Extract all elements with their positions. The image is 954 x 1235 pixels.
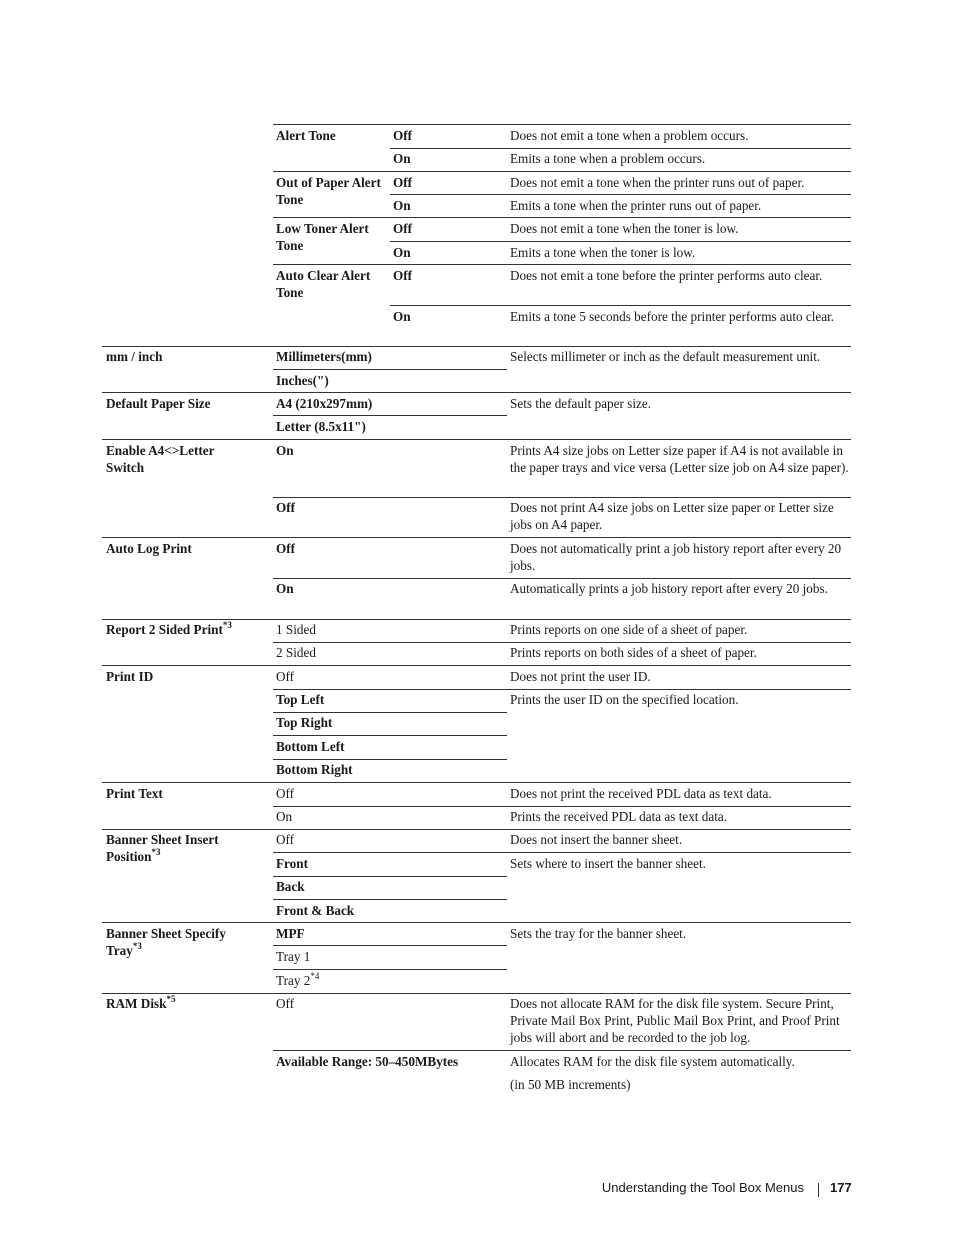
setting-label-banner-tray-line2	[106, 942, 142, 961]
option-1-sided: 1 Sided	[276, 622, 316, 637]
option-inches: Inches(")	[276, 373, 329, 388]
row-rule	[102, 829, 851, 830]
setting-label-banner-tray-line1: Banner Sheet Specify	[106, 926, 226, 941]
option-text: Tray 2	[276, 973, 311, 988]
label-text: Tray	[106, 943, 133, 958]
row-rule	[390, 305, 851, 306]
row-rule	[273, 945, 507, 946]
setting-label-out-of-paper-line1: Out of Paper Alert	[276, 175, 381, 190]
setting-label-ram-disk	[106, 995, 175, 1014]
row-rule	[273, 217, 851, 218]
footnote-marker: *5	[166, 994, 176, 1004]
setting-label-banner-insert-line2	[106, 848, 160, 867]
row-rule	[273, 712, 507, 713]
option-description: Does not print the received PDL data as text data.	[510, 786, 772, 801]
option-a4: A4 (210x297mm)	[276, 396, 373, 411]
option-2-sided: 2 Sided	[276, 645, 316, 660]
option-mpf: MPF	[276, 926, 305, 941]
row-rule	[273, 969, 507, 970]
option-front: Front	[276, 856, 308, 871]
setting-label-print-text: Print Text	[106, 786, 163, 801]
row-rule	[273, 852, 851, 853]
footnote-marker: *3	[151, 847, 161, 857]
row-rule	[273, 171, 851, 172]
option-front-and-back: Front & Back	[276, 903, 355, 918]
option-off: Off	[393, 268, 413, 283]
row-rule	[102, 439, 851, 440]
table-top-rule	[273, 124, 851, 125]
option-description: Does not emit a tone when a problem occurs.	[510, 128, 749, 143]
setting-label-auto-clear-line1: Auto Clear Alert	[276, 268, 371, 283]
setting-label-alert-tone: Alert Tone	[276, 128, 336, 143]
footer-separator	[818, 1183, 819, 1197]
option-description: Automatically prints a job history report after every 20 jobs.	[510, 581, 828, 596]
row-rule	[102, 993, 851, 994]
label-text: Position	[106, 849, 152, 864]
label-text: Report 2 Sided Print	[106, 622, 223, 637]
row-rule	[102, 537, 851, 538]
option-tray-2	[276, 972, 319, 991]
option-tray-1: Tray 1	[276, 949, 311, 964]
row-rule	[390, 241, 851, 242]
option-off: Off	[393, 221, 413, 236]
option-description: Does not print the user ID.	[510, 669, 651, 684]
option-description: Emits a tone when the printer runs out of paper.	[510, 198, 762, 213]
setting-label-auto-log-print: Auto Log Print	[106, 541, 192, 556]
option-on: On	[276, 581, 294, 596]
footer-title: Understanding the Tool Box Menus	[601, 1180, 804, 1195]
option-description: Prints reports on both sides of a sheet of paper.	[510, 645, 757, 660]
option-description: Does not allocate RAM for the disk file system. Secure Print, Private Mail Box Print, Public Mail Box Print, and Proof Print jobs will abort and be recorded to the job log.	[510, 996, 840, 1045]
setting-label-mm-inch: mm / inch	[106, 349, 163, 364]
row-rule	[102, 346, 851, 347]
setting-label-out-of-paper-line2: Tone	[276, 192, 304, 207]
option-description: Sets the tray for the banner sheet.	[510, 926, 687, 941]
row-rule	[273, 899, 507, 900]
option-bottom-left: Bottom Left	[276, 739, 345, 754]
row-rule	[273, 876, 507, 877]
option-description: Emits a tone 5 seconds before the printer performs auto clear.	[510, 309, 835, 324]
row-rule	[102, 665, 851, 666]
option-millimeters: Millimeters(mm)	[276, 349, 372, 364]
option-off: Off	[393, 175, 413, 190]
option-description: Does not print A4 size jobs on Letter size paper or Letter size jobs on A4 paper.	[510, 500, 834, 532]
option-description: Prints reports on one side of a sheet of paper.	[510, 622, 748, 637]
option-description: Does not automatically print a job history report after every 20 jobs.	[510, 541, 842, 573]
option-on: On	[393, 245, 411, 260]
option-description: Does not emit a tone when the toner is low.	[510, 221, 739, 236]
row-rule	[273, 689, 851, 690]
setting-label-print-id: Print ID	[106, 669, 154, 684]
option-description: Does not emit a tone when the printer runs out of paper.	[510, 175, 805, 190]
option-description: Sets where to insert the banner sheet.	[510, 856, 706, 871]
row-rule	[273, 578, 851, 579]
row-rule	[390, 194, 851, 195]
setting-label-banner-insert-line1: Banner Sheet Insert	[106, 832, 219, 847]
option-description: Prints the user ID on the specified location.	[510, 692, 739, 707]
option-on: On	[393, 198, 411, 213]
row-rule	[273, 759, 507, 760]
option-off: Off	[276, 786, 295, 801]
row-rule	[102, 782, 851, 783]
option-description: Selects millimeter or inch as the default measurement unit.	[510, 349, 821, 364]
option-description: Emits a tone when the toner is low.	[510, 245, 696, 260]
option-off: Off	[276, 832, 295, 847]
row-rule	[102, 922, 851, 923]
option-letter: Letter (8.5x11")	[276, 419, 366, 434]
setting-label-a4-letter-line1: Enable A4<>Letter	[106, 443, 215, 458]
option-off: Off	[276, 541, 296, 556]
footnote-marker: *4	[310, 971, 320, 981]
option-description: Sets the default paper size.	[510, 396, 651, 411]
option-description: Allocates RAM for the disk file system automatically.	[510, 1054, 795, 1069]
row-rule	[273, 806, 851, 807]
option-off: Off	[276, 669, 295, 684]
option-off: Off	[276, 500, 296, 515]
option-description: Prints the received PDL data as text data.	[510, 809, 728, 824]
setting-label-report-2-sided	[106, 621, 232, 640]
row-rule	[102, 619, 851, 620]
row-rule	[273, 415, 507, 416]
option-available-range: Available Range: 50–450MBytes	[276, 1054, 459, 1069]
row-rule	[102, 392, 851, 393]
option-on: On	[276, 809, 293, 824]
row-rule	[273, 642, 851, 643]
option-on: On	[393, 309, 411, 324]
option-off: Off	[393, 128, 413, 143]
footnote-marker: *3	[222, 620, 232, 630]
option-description: Emits a tone when a problem occurs.	[510, 151, 706, 166]
option-bottom-right: Bottom Right	[276, 762, 353, 777]
setting-label-low-toner-line2: Tone	[276, 238, 304, 253]
option-top-left: Top Left	[276, 692, 325, 707]
setting-label-default-paper-size: Default Paper Size	[106, 396, 211, 411]
label-text: RAM Disk	[106, 996, 167, 1011]
setting-label-a4-letter-line2: Switch	[106, 460, 145, 475]
option-description: Does not emit a tone before the printer performs auto clear.	[510, 268, 823, 283]
option-back: Back	[276, 879, 305, 894]
row-rule	[273, 497, 851, 498]
option-off: Off	[276, 996, 295, 1011]
row-rule	[273, 264, 851, 265]
option-description: Does not insert the banner sheet.	[510, 832, 683, 847]
row-rule	[273, 1050, 851, 1051]
row-rule	[273, 735, 507, 736]
option-top-right: Top Right	[276, 715, 333, 730]
option-on: On	[393, 151, 411, 166]
page-number: 177	[830, 1180, 852, 1195]
footnote-marker: *3	[132, 941, 142, 951]
setting-label-auto-clear-line2: Tone	[276, 285, 304, 300]
row-rule	[273, 369, 507, 370]
row-rule	[390, 148, 851, 149]
setting-label-low-toner-line1: Low Toner Alert	[276, 221, 369, 236]
option-on: On	[276, 443, 294, 458]
option-description: Prints A4 size jobs on Letter size paper if A4 is not available in the paper trays and vice versa (Letter size job on A4 size paper).	[510, 443, 849, 475]
option-note: (in 50 MB increments)	[510, 1077, 631, 1092]
